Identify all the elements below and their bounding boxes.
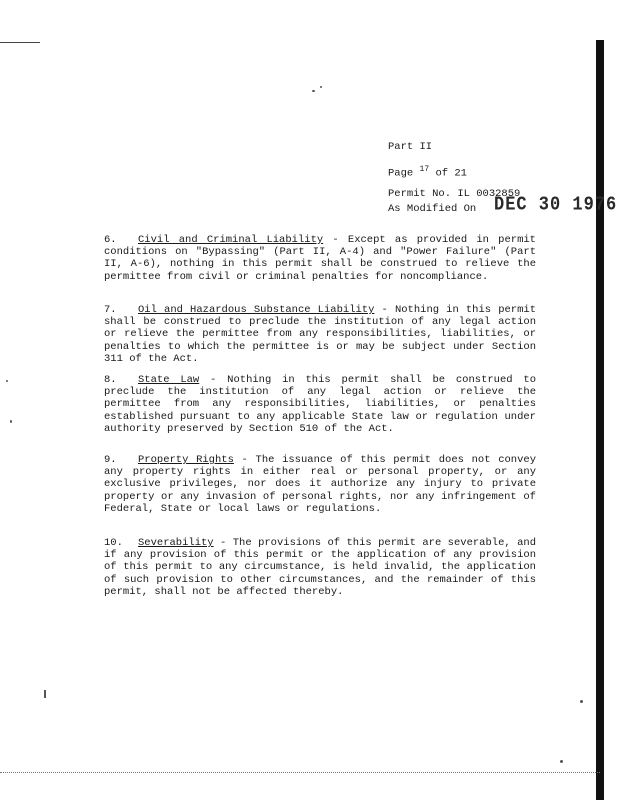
paragraph-number: 9. bbox=[104, 454, 117, 466]
of-label: of bbox=[435, 167, 449, 180]
paragraph-severability bbox=[104, 537, 536, 598]
paragraph-title: Severability bbox=[138, 537, 214, 549]
paragraph-text: - The issuance of this permit does not convey any property rights in either real or personal property, or any exclusive privileges, nor does it authorize any injury to private property or any invasion of personal rights, nor any infringement of Federal, State or local laws or regulations. bbox=[104, 454, 537, 515]
paragraph-text: - Nothing in this permit shall be construed to preclude the institution of any legal action or relieve the permittee from any responsibilities, liabilities, or penalties established pursuant to any applicable State law or regulation under authority preserved by Section 510 of the Act. bbox=[104, 374, 536, 435]
permit-label: Permit No. bbox=[388, 188, 452, 200]
scan-bottom-artifact bbox=[0, 772, 600, 774]
scan-speck bbox=[580, 700, 583, 703]
date-stamp: DEC 30 1976 bbox=[494, 194, 618, 217]
paragraph-text: - The provisions of this permit are severable, and if any provision of this permit or the application of any provision of this permit to any circumstance, is held invalid, the application of such provision to other circumstances, and the remainder of this permit, shall not be affected thereby. bbox=[104, 537, 536, 598]
paragraph-number: 10. bbox=[104, 537, 123, 549]
paragraph-title: Civil and Criminal Liability bbox=[138, 234, 324, 246]
permit-number: IL 0032859 bbox=[457, 188, 521, 200]
scan-speck bbox=[10, 420, 12, 423]
paragraph-number: 7. bbox=[104, 304, 117, 316]
scan-speck bbox=[6, 380, 8, 382]
page-number-line bbox=[388, 163, 467, 181]
scan-speck bbox=[44, 690, 46, 698]
paragraph-civil-criminal-liability bbox=[104, 234, 536, 283]
paragraph-property-rights bbox=[104, 454, 536, 515]
scan-speck bbox=[320, 86, 322, 88]
scan-speck bbox=[312, 90, 315, 92]
part-label: Part II bbox=[388, 141, 433, 153]
modified-on-line bbox=[388, 202, 476, 216]
scan-edge-shadow bbox=[596, 40, 604, 800]
scan-mark bbox=[0, 42, 40, 43]
scan-speck bbox=[560, 760, 563, 763]
page-number: 17 bbox=[419, 165, 430, 174]
paragraph-number: 8. bbox=[104, 374, 117, 386]
paragraph-state-law bbox=[104, 374, 536, 435]
page-total: 21 bbox=[454, 167, 467, 180]
paragraph-number: 6. bbox=[104, 234, 117, 246]
paragraph-title: State Law bbox=[138, 374, 200, 386]
page-label: Page bbox=[388, 167, 414, 180]
paragraph-text: - Nothing in this permit shall be construed to preclude the institution of any legal action or relieve the permittee from any responsibilities, liabilities, or penalties to which the permittee is or may be subject under Section 311 of the Act. bbox=[104, 304, 537, 365]
paragraph-title: Property Rights bbox=[138, 454, 234, 466]
paragraph-title: Oil and Hazardous Substance Liability bbox=[138, 304, 375, 316]
paragraph-text: - Except as provided in permit conditions on "Bypassing" (Part II, A-4) and "Power Failure" (Part II, A-6), nothing in this permit shall be construed to relieve the permittee from civil or criminal penalties for noncompliance. bbox=[104, 234, 536, 283]
modified-label: As Modified On bbox=[388, 203, 477, 215]
paragraph-oil-hazardous-liability bbox=[104, 304, 536, 365]
